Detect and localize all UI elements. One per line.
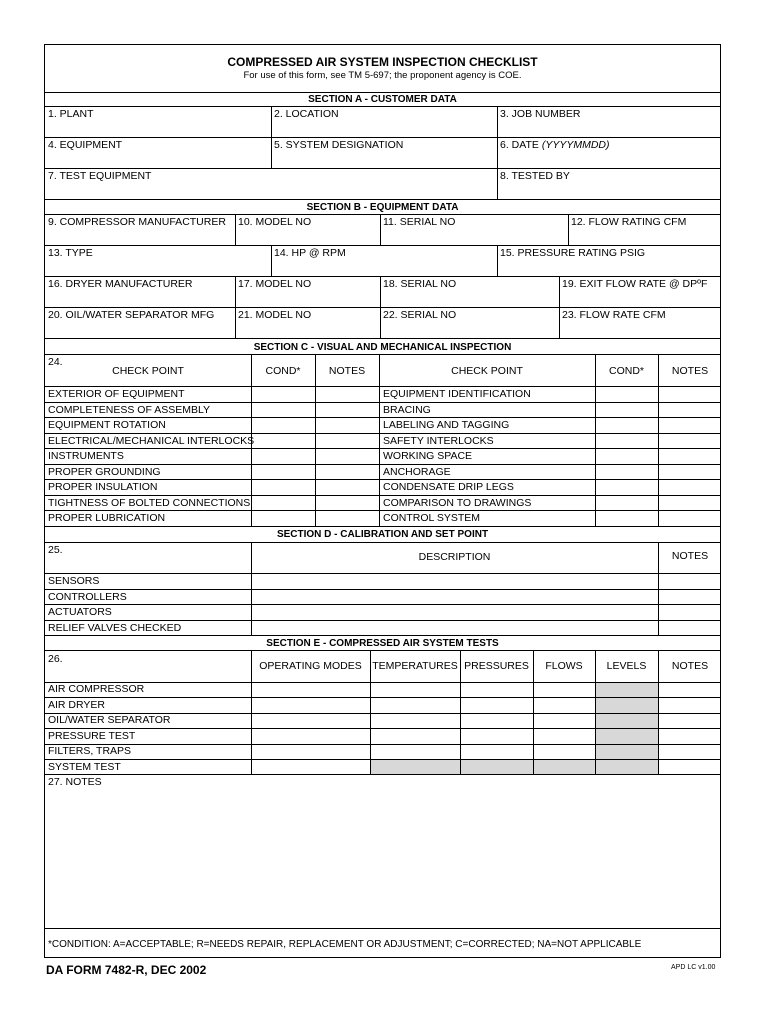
field-dryer-manufacturer[interactable]: 16. DRYER MANUFACTURER	[48, 278, 193, 290]
col-temperatures: TEMPERATURES	[372, 660, 458, 672]
field-separator-flow-rate[interactable]: 23. FLOW RATE CFM	[562, 309, 666, 321]
check-point-right: CONDENSATE DRIP LEGS	[383, 481, 514, 493]
col-notes-e: NOTES	[671, 660, 709, 672]
field-flow-rating[interactable]: 12. FLOW RATING CFM	[571, 216, 687, 228]
check-point-left: TIGHTNESS OF BOLTED CONNECTIONS	[48, 496, 251, 509]
shaded-system-test	[370, 759, 658, 774]
field-compressor-model[interactable]: 10. MODEL NO	[238, 216, 312, 228]
form-version: APD LC v1.00	[671, 964, 716, 971]
field-exit-flow-rate[interactable]: 19. EXIT FLOW RATE @ DPºF	[562, 278, 708, 290]
test-item: AIR DRYER	[48, 698, 105, 711]
field-system-designation[interactable]: 5. SYSTEM DESIGNATION	[274, 139, 404, 151]
test-item: OIL/WATER SEPARATOR	[48, 714, 171, 726]
calibration-item: SENSORS	[48, 575, 100, 587]
test-item: FILTERS, TRAPS	[48, 745, 132, 757]
field-test-equipment[interactable]: 7. TEST EQUIPMENT	[48, 170, 152, 182]
field-equipment[interactable]: 4. EQUIPMENT	[48, 139, 123, 151]
item-24-number: 24.	[48, 356, 63, 368]
check-point-left: EXTERIOR OF EQUIPMENT	[48, 388, 185, 400]
test-item: SYSTEM TEST	[48, 760, 121, 773]
condition-legend: *CONDITION: A=ACCEPTABLE; R=NEEDS REPAIR, REPLACEMENT OR ADJUSTMENT; C=CORRECTED; NA=NOT APPLICABLE	[48, 939, 642, 950]
check-point-right: BRACING	[383, 403, 431, 416]
form-identifier: DA FORM 7482-R, DEC 2002	[46, 963, 207, 977]
check-point-left: PROPER GROUNDING	[48, 465, 161, 478]
check-point-right: LABELING AND TAGGING	[383, 419, 510, 431]
col-cond-left: COND*	[265, 365, 301, 377]
check-point-left: INSTRUMENTS	[48, 450, 124, 462]
field-plant[interactable]: 1. PLANT	[48, 108, 94, 120]
check-point-right: SAFETY INTERLOCKS	[383, 434, 494, 447]
check-point-right: ANCHORAGE	[383, 465, 451, 478]
section-e-heading: SECTION E - COMPRESSED AIR SYSTEM TESTS	[266, 638, 499, 649]
inspection-form	[44, 44, 721, 958]
col-description: DESCRIPTION	[418, 551, 491, 563]
field-separator-mfg[interactable]: 20. OIL/WATER SEPARATOR MFG	[48, 309, 215, 321]
test-item: PRESSURE TEST	[48, 729, 136, 742]
field-dryer-model[interactable]: 17. MODEL NO	[238, 278, 312, 290]
section-a-heading: SECTION A - CUSTOMER DATA	[308, 94, 457, 105]
field-hp-rpm[interactable]: 14. HP @ RPM	[274, 247, 346, 259]
calibration-item: RELIEF VALVES CHECKED	[48, 621, 182, 634]
item-25-number: 25.	[48, 544, 63, 556]
field-compressor-serial[interactable]: 11. SERIAL NO	[383, 216, 456, 228]
col-notes-left: NOTES	[328, 365, 366, 377]
col-operating-modes: OPERATING MODES	[259, 660, 362, 672]
check-point-left: ELECTRICAL/MECHANICAL INTERLOCKS	[48, 434, 255, 447]
notes-field[interactable]: 27. NOTES	[48, 776, 102, 788]
col-cond-right: COND*	[608, 365, 644, 377]
col-flows: FLOWS	[545, 660, 583, 672]
field-dryer-serial[interactable]: 18. SERIAL NO	[383, 278, 457, 290]
field-type[interactable]: 13. TYPE	[48, 247, 93, 259]
item-26-number: 26.	[48, 653, 63, 665]
field-tested-by[interactable]: 8. TESTED BY	[500, 170, 570, 182]
check-point-left: EQUIPMENT ROTATION	[48, 419, 166, 431]
check-point-right: WORKING SPACE	[383, 450, 473, 462]
check-point-left: PROPER LUBRICATION	[48, 512, 166, 524]
field-location[interactable]: 2. LOCATION	[274, 108, 339, 120]
col-pressures: PRESSURES	[464, 660, 529, 672]
form-title: COMPRESSED AIR SYSTEM INSPECTION CHECKLIST	[227, 55, 538, 69]
check-point-left: COMPLETENESS OF ASSEMBLY	[48, 403, 211, 416]
test-item: AIR COMPRESSOR	[48, 683, 145, 695]
field-compressor-manufacturer[interactable]: 9. COMPRESSOR MANUFACTURER	[48, 216, 226, 228]
field-date[interactable]: 6. DATE (YYYYMMDD)	[500, 139, 610, 151]
col-levels: LEVELS	[606, 660, 647, 672]
check-point-right: COMPARISON TO DRAWINGS	[383, 496, 532, 509]
field-job-number[interactable]: 3. JOB NUMBER	[500, 108, 581, 120]
section-b-heading: SECTION B - EQUIPMENT DATA	[306, 202, 459, 213]
check-point-right: CONTROL SYSTEM	[383, 512, 481, 524]
field-pressure-rating[interactable]: 15. PRESSURE RATING PSIG	[500, 247, 646, 259]
check-point-left: PROPER INSULATION	[48, 481, 158, 493]
section-d-heading: SECTION D - CALIBRATION AND SET POINT	[276, 529, 489, 540]
form-subtitle: For use of this form, see TM 5-697; the proponent agency is COE.	[243, 70, 522, 81]
col-check-point-left: CHECK POINT	[112, 365, 184, 377]
calibration-item: CONTROLLERS	[48, 590, 127, 603]
check-point-right: EQUIPMENT IDENTIFICATION	[383, 388, 531, 400]
field-separator-serial[interactable]: 22. SERIAL NO	[383, 309, 457, 321]
field-separator-model[interactable]: 21. MODEL NO	[238, 309, 312, 321]
col-notes-right: NOTES	[671, 365, 709, 377]
col-notes-d: NOTES	[671, 550, 709, 562]
col-check-point-right: CHECK POINT	[451, 365, 523, 377]
section-c-heading: SECTION C - VISUAL AND MECHANICAL INSPECTION	[253, 342, 512, 353]
calibration-item: ACTUATORS	[48, 606, 112, 618]
